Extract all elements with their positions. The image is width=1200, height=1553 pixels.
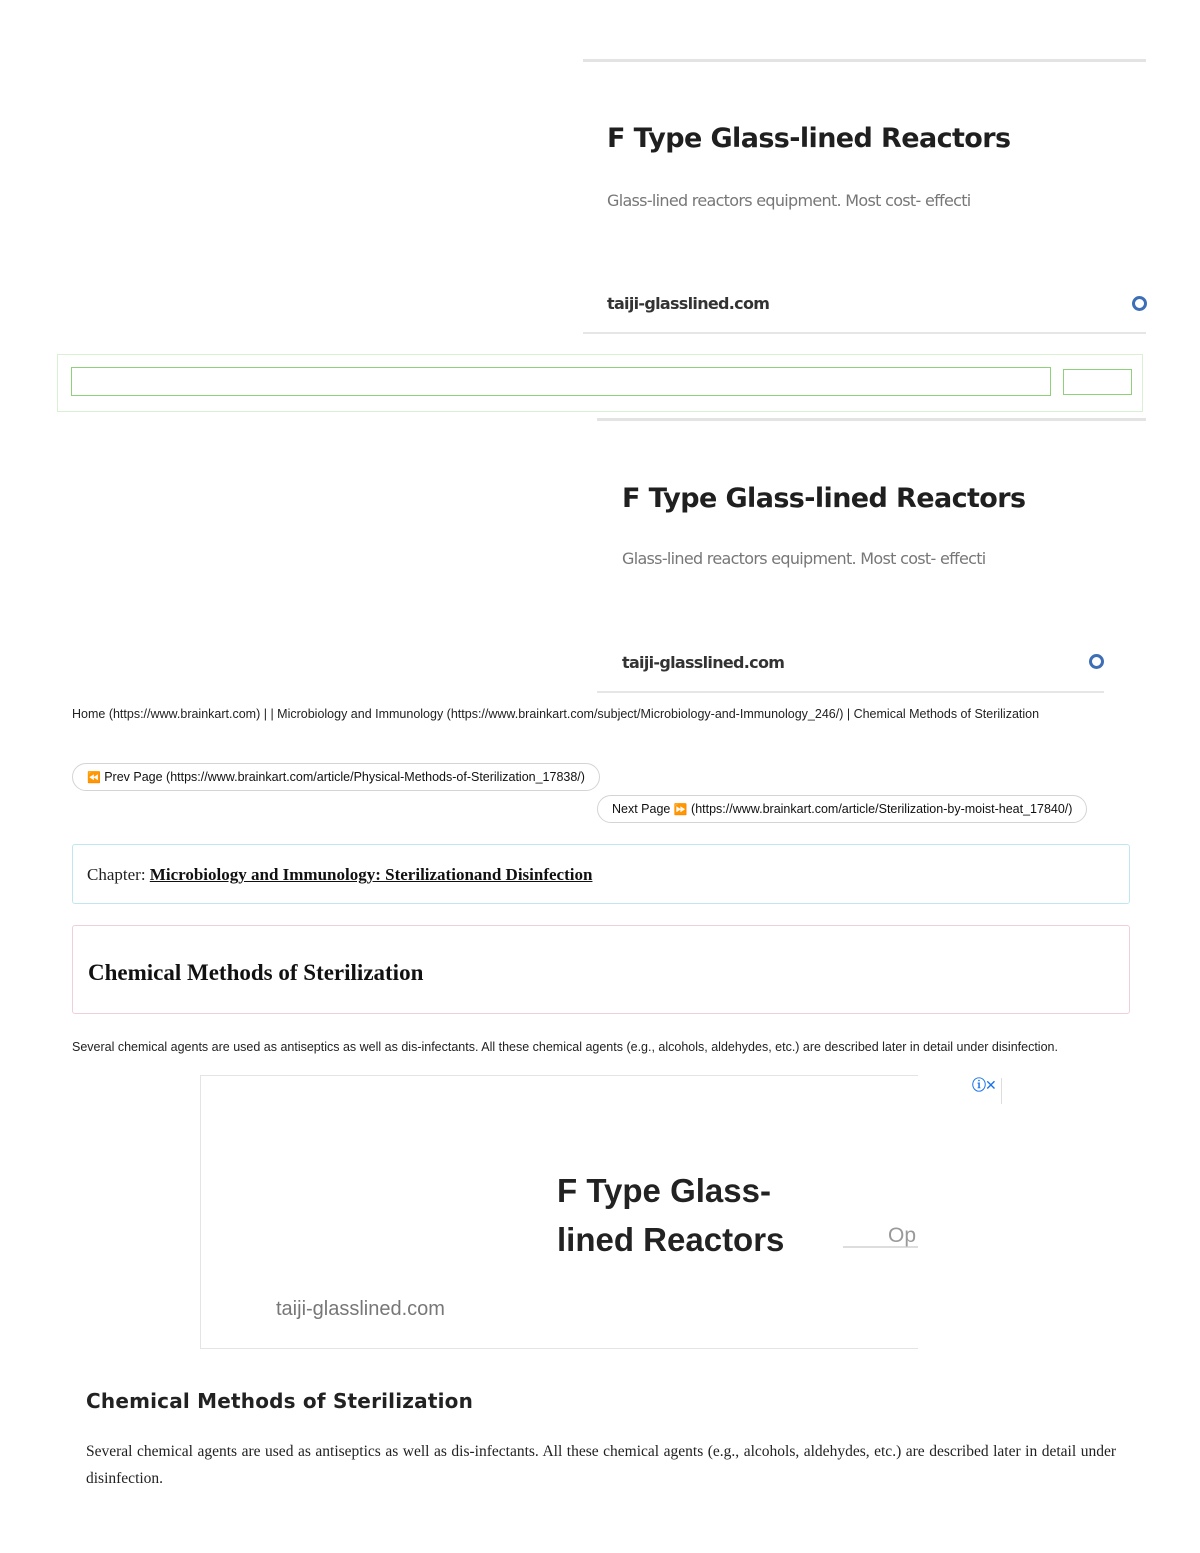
top-ad-domain[interactable]: taiji-glasslined.com (607, 294, 770, 313)
inline-ad-open-button[interactable]: Op (843, 1224, 918, 1248)
inline-ad-domain[interactable]: taiji-glasslined.com (276, 1298, 445, 1320)
next-arrow-icon: ⏩ (673, 804, 688, 816)
inline-ad-title[interactable] (557, 1166, 784, 1264)
search-button[interactable] (1063, 369, 1132, 395)
ad-corner-divider (1001, 1078, 1002, 1104)
prev-page-button[interactable] (72, 763, 600, 791)
search-input[interactable] (71, 367, 1051, 396)
middle-ad-divider (597, 418, 1146, 421)
chapter-prefix: Chapter: (87, 865, 150, 884)
top-ad-title[interactable]: F Type Glass-lined Reactors (607, 123, 1011, 154)
top-ad-open-icon[interactable] (1132, 296, 1147, 311)
chapter-line (87, 865, 592, 885)
breadcrumb[interactable]: Home (https://www.brainkart.com) | | Microbiology and Immunology (https://www.brainkart.com/subject/Microbiology-and-Immunology_246/) | Chemical Methods of Sterilization (72, 707, 1040, 721)
section-heading: Chemical Methods of Sterilization (86, 1389, 474, 1413)
section-paragraph: Several chemical agents are used as antiseptics as well as dis-infectants. All these chemical agents (e.g., alcohols, aldehydes, etc.) are described later in detail under disinfection. (86, 1443, 1116, 1487)
article-title-box (72, 925, 1130, 1014)
top-ad-bottom-divider (583, 332, 1146, 334)
middle-ad-domain[interactable]: taiji-glasslined.com (622, 653, 785, 672)
middle-ad-open-icon[interactable] (1089, 654, 1104, 669)
middle-ad-title[interactable]: F Type Glass-lined Reactors (622, 483, 1026, 514)
page-title: Chemical Methods of Sterilization (88, 960, 424, 985)
next-page-button[interactable] (597, 795, 1087, 823)
search-bar (57, 354, 1143, 412)
next-page-label: Next Page (612, 802, 671, 816)
chapter-box (72, 844, 1130, 904)
top-ad-divider (583, 59, 1146, 62)
inline-ad-title-line2: lined Reactors (557, 1221, 785, 1258)
middle-ad-description: Glass-lined reactors equipment. Most cost- effecti (622, 549, 986, 568)
middle-ad-bottom-divider (597, 691, 1104, 693)
ad-choices-icon[interactable]: ⓘ✕ (972, 1077, 996, 1093)
inline-ad[interactable] (200, 1075, 918, 1349)
chapter-link[interactable]: Microbiology and Immunology: Sterilizationand Disinfection (149, 865, 593, 884)
inline-ad-title-line1: F Type Glass- (557, 1172, 771, 1209)
prev-arrow-icon: ⏪ (87, 772, 101, 784)
prev-page-label: Prev Page (https://www.brainkart.com/article/Physical-Methods-of-Sterilization_17838/) (104, 770, 585, 784)
top-ad-description: Glass-lined reactors equipment. Most cost- effecti (607, 191, 971, 210)
next-page-url: (https://www.brainkart.com/article/Sterilization-by-moist-heat_17840/) (691, 802, 1073, 816)
article-intro: Several chemical agents are used as antiseptics as well as dis-infectants. All these chemical agents (e.g., alcohols, aldehydes, etc.) are described later in detail under disinfection. (72, 1040, 1058, 1054)
